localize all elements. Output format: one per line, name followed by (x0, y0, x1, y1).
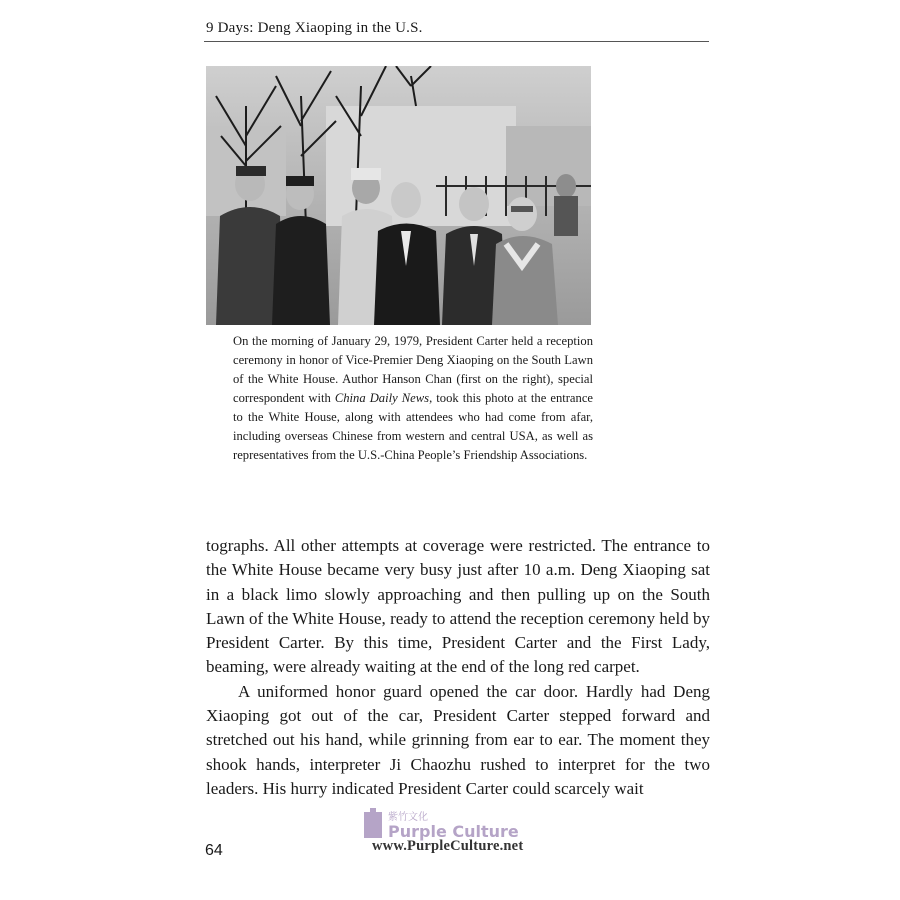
body-text (206, 534, 710, 801)
watermark-logo (362, 806, 552, 842)
page-number: 64 (205, 842, 223, 859)
watermark-chinese-text: 紫竹文化 (388, 812, 428, 823)
photo-caption (233, 332, 593, 465)
caption-lead: On the morning of January 29, 1979, President Carter held a reception ceremony in honor of Vice-Premier Deng Xiaoping on the South Lawn of the White House. Author Hanson Chan (first on the right), special correspondent with (233, 334, 593, 405)
body-paragraph: A uniformed honor guard opened the car door. Hardly had Deng Xiaoping got out of the car, President Carter stepped forward and stretched out his hand, while grinning from ear to ear. The moment they shook hands, interpreter Ji Chaozhu rushed to interpret for the two leaders. His hurry indicated President Carter could scarcely wait (206, 681, 710, 798)
body-paragraph: tographs. All other attempts at coverage were restricted. The entrance to the White House became very busy just after 10 a.m. Deng Xiaoping sat in a black limo slowly approaching and then pulling up on the South Lawn of the White House, ready to attend the reception ceremony held by President Carter. By this time, President Carter and the First Lady, beaming, were already waiting at the end of the long red carpet. (206, 536, 710, 677)
watermark-url: www.PurpleCulture.net (372, 838, 524, 854)
watermark-brand-text: Purple Culture (388, 822, 519, 841)
caption-publication: China Daily News (334, 391, 430, 405)
photo-of-group (206, 66, 591, 325)
header-rule (204, 41, 709, 42)
caption-tail: , took this photo at the entrance to the White House, along with attendees who had come from afar, including overseas Chinese from western and central USA, as well as representatives from the U.S.-China People’s Friendship Associations. (233, 391, 593, 462)
running-header: 9 Days: Deng Xiaoping in the U.S. (206, 20, 423, 36)
